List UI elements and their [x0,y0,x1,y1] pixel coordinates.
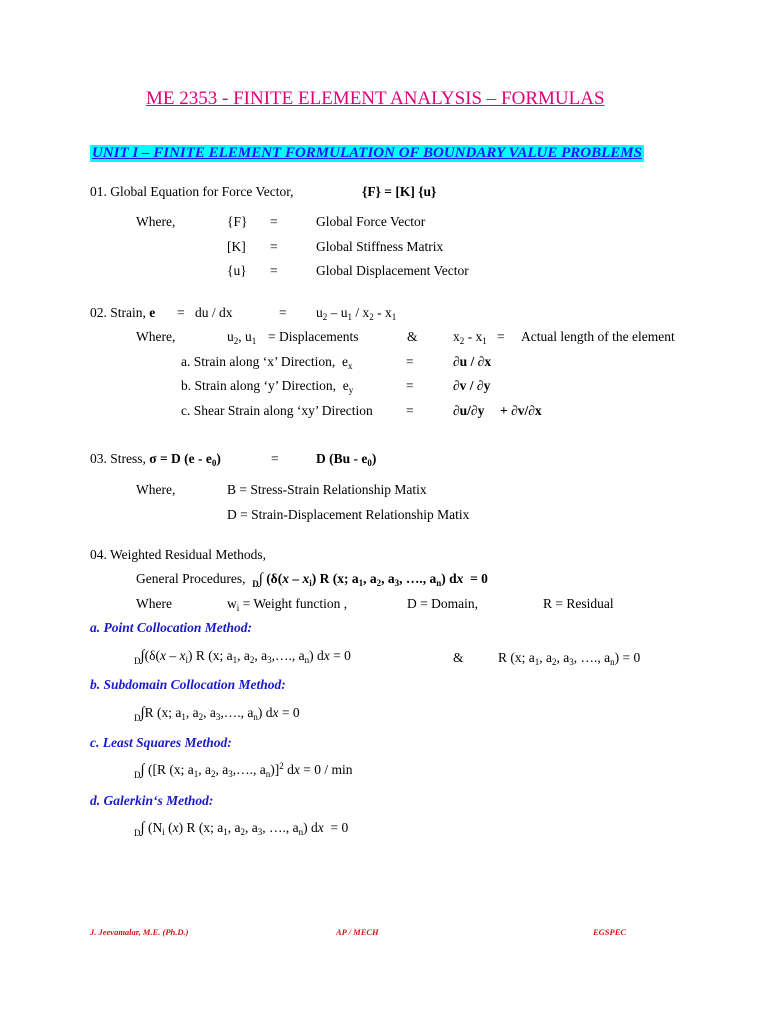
s01-label: 01. Global Equation for Force Vector, [90,184,294,199]
s02-u-symbols: $u_2$, $u_1$ [227,329,257,346]
s04-domain: D = Domain, [407,596,478,611]
s02-eq3: = [497,329,505,344]
s01-sym: [K] [227,239,246,254]
method-heading: a. Point Collocation Method: [90,620,253,635]
s01-desc: Global Displacement Vector [316,263,469,278]
s01-eq: = [270,239,278,254]
s02-b-value: ∂v / ∂y [453,378,491,393]
s01-desc: Global Stiffness Matrix [316,239,444,254]
s03-b-def: B = Stress-Strain Relationship Matix [227,482,427,497]
s03-d-def: D = Strain-Displacement Relationship Matix [227,507,470,522]
s01-sym: {F} [227,214,248,229]
least-squares-formula: $_D$∫ ([R (x; $a_1$, $a_2$, $a_3,\dots$., $a_n)]^2$ dx = 0 / min [134,761,353,780]
s02-a-eq: = [406,354,414,369]
s02-c-value1: ∂u/∂y [453,403,485,418]
s03-label: 03. Stress, σ = D $(e - e_0)$ [90,451,221,468]
s03-formula: D $(Bu - e_0)$ [316,451,377,468]
s02-label: 02. Strain, e [90,305,156,320]
unit-heading: UNIT I – FINITE ELEMENT FORMULATION OF BOUNDARY VALUE PROBLEMS [92,145,642,161]
galerkin-formula: $_D$∫ ($N_i$ (x) R (x; $a_1$, $a_2$, $a_3$, …., $a_n$) dx = 0 [134,820,349,838]
s02-displacements: = Displacements [268,329,359,344]
s01-eq: = [270,263,278,278]
s02-x-symbols: $x_2 - x_1$ [453,329,487,346]
s02-du-dx: du / dx [195,305,233,320]
method-heading: d. Galerkin‘s Method: [90,793,214,808]
s04-residual: R = Residual [543,596,614,611]
point-collocation-condition: R (x; $a_1$, $a_2$, $a_3$, …., $a_n) = 0$ [498,650,641,667]
s01-equation: {F} = [K] {u} [362,184,437,199]
s03-eq: = [271,451,279,466]
s02-a-label: a. Strain along ‘x’ Direction, $e_x$ [181,354,353,371]
s02-amp: & [407,329,418,344]
s02-b-eq: = [406,378,414,393]
footer-department: AP / MECH [336,927,379,937]
s01-eq: = [270,214,278,229]
point-collocation-amp: & [453,650,464,665]
s01-desc: Global Force Vector [316,214,426,229]
s04-general: General Procedures, $_D$∫ ($\delta(x - x_i)$ R (x; $a_1$, $a_2$, $a_3$, …., $a_n$) dx = 0 [136,571,488,589]
method-heading: b. Subdomain Collocation Method: [90,677,286,692]
s04-label: 04. Weighted Residual Methods, [90,547,267,562]
footer-institution: EGSPEC [593,927,627,937]
s02-a-value: ∂u / ∂x [453,354,492,369]
s02-actual-length: Actual length of the element [521,329,675,344]
s02-strain-formula: $u_2 - u_1 / x_2 - x_1$ [316,305,397,322]
s04-weight: $w_i$ = Weight function , [227,596,348,613]
s02-c-eq: = [406,403,414,418]
s02-eq1: = [177,305,185,320]
s01-where: Where, [136,214,176,229]
point-collocation-formula: $_D\int(\delta(x - x_i)$ R (x; $a_1$, $a_2$, $a_3,\dots$., $a_n$) dx = 0 [134,648,351,666]
footer-author: J. Jeevamalar, M.E. (Ph.D.) [90,927,189,937]
s02-eq2: = [279,305,287,320]
s01-sym: {u} [227,263,247,278]
subdomain-formula: $_D$∫R (x; $a_1$, $a_2$, $a_3,\dots$., $a_n$) dx = 0 [134,705,300,723]
s02-where: Where, [136,329,176,344]
s02-c-label: c. Shear Strain along ‘xy’ Direction [181,403,373,418]
method-heading: c. Least Squares Method: [90,735,232,750]
s03-where: Where, [136,482,176,497]
s04-where: Where [136,596,172,611]
page-title: ME 2353 - FINITE ELEMENT ANALYSIS – FORMULAS [146,88,605,109]
s02-c-value2: + ∂v/∂x [500,403,542,418]
s02-b-label: b. Strain along ‘y’ Direction, $e_y$ [181,378,354,395]
